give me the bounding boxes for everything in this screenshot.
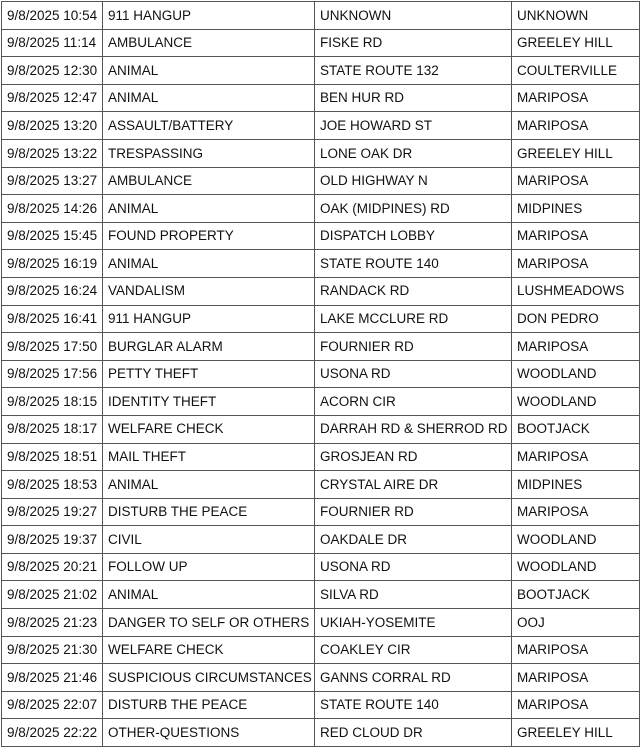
area-cell: MARIPOSA [512,443,640,471]
area-cell: MARIPOSA [512,112,640,140]
area-cell: MIDPINES [512,471,640,499]
call-type-cell: AMBULANCE [103,167,315,195]
datetime-cell: 9/8/2025 13:27 [2,167,103,195]
call-type-cell: BURGLAR ALARM [103,333,315,361]
table-row [2,195,640,223]
table-row [2,2,640,30]
area-cell: BOOTJACK [512,415,640,443]
location-cell: UKIAH-YOSEMITE [315,609,512,637]
call-type-cell: MAIL THEFT [103,443,315,471]
datetime-cell: 9/8/2025 18:15 [2,388,103,416]
call-type-cell: ANIMAL [103,581,315,609]
call-type-cell: 911 HANGUP [103,305,315,333]
area-cell: MARIPOSA [512,636,640,664]
table-row [2,719,640,747]
table-row [2,305,640,333]
table-row [2,250,640,278]
call-type-cell: ANIMAL [103,57,315,85]
call-log-body [2,2,640,747]
datetime-cell: 9/8/2025 18:53 [2,471,103,499]
table-row [2,360,640,388]
call-type-cell: ANIMAL [103,84,315,112]
table-row [2,526,640,554]
area-cell: MIDPINES [512,195,640,223]
location-cell: LAKE MCCLURE RD [315,305,512,333]
datetime-cell: 9/8/2025 21:23 [2,609,103,637]
call-type-cell: DISTURB THE PEACE [103,691,315,719]
datetime-cell: 9/8/2025 17:56 [2,360,103,388]
location-cell: JOE HOWARD ST [315,112,512,140]
datetime-cell: 9/8/2025 21:02 [2,581,103,609]
datetime-cell: 9/8/2025 22:22 [2,719,103,747]
call-type-cell: ASSAULT/BATTERY [103,112,315,140]
datetime-cell: 9/8/2025 16:41 [2,305,103,333]
location-cell: STATE ROUTE 140 [315,250,512,278]
table-row [2,691,640,719]
location-cell: OAKDALE DR [315,526,512,554]
table-row [2,636,640,664]
location-cell: FOURNIER RD [315,333,512,361]
table-row [2,112,640,140]
call-type-cell: SUSPICIOUS CIRCUMSTANCES [103,664,315,692]
location-cell: OLD HIGHWAY N [315,167,512,195]
datetime-cell: 9/8/2025 20:21 [2,553,103,581]
call-type-cell: CIVIL [103,526,315,554]
datetime-cell: 9/8/2025 13:20 [2,112,103,140]
area-cell: WOODLAND [512,360,640,388]
location-cell: USONA RD [315,360,512,388]
datetime-cell: 9/8/2025 22:07 [2,691,103,719]
call-type-cell: ANIMAL [103,471,315,499]
area-cell: MARIPOSA [512,691,640,719]
call-type-cell: FOLLOW UP [103,553,315,581]
table-row [2,57,640,85]
location-cell: DISPATCH LOBBY [315,222,512,250]
area-cell: MARIPOSA [512,222,640,250]
table-row [2,609,640,637]
area-cell: MARIPOSA [512,84,640,112]
datetime-cell: 9/8/2025 17:50 [2,333,103,361]
location-cell: UNKNOWN [315,2,512,30]
datetime-cell: 9/8/2025 21:30 [2,636,103,664]
call-type-cell: PETTY THEFT [103,360,315,388]
location-cell: STATE ROUTE 140 [315,691,512,719]
call-type-cell: FOUND PROPERTY [103,222,315,250]
table-row [2,29,640,57]
datetime-cell: 9/8/2025 12:47 [2,84,103,112]
table-row [2,222,640,250]
area-cell: MARIPOSA [512,498,640,526]
location-cell: OAK (MIDPINES) RD [315,195,512,223]
location-cell: SILVA RD [315,581,512,609]
call-type-cell: ANIMAL [103,195,315,223]
area-cell: WOODLAND [512,553,640,581]
area-cell: WOODLAND [512,526,640,554]
location-cell: GROSJEAN RD [315,443,512,471]
datetime-cell: 9/8/2025 18:51 [2,443,103,471]
datetime-cell: 9/8/2025 15:45 [2,222,103,250]
location-cell: COAKLEY CIR [315,636,512,664]
table-row [2,498,640,526]
location-cell: FISKE RD [315,29,512,57]
area-cell: MARIPOSA [512,333,640,361]
datetime-cell: 9/8/2025 11:14 [2,29,103,57]
area-cell: MARIPOSA [512,250,640,278]
table-row [2,664,640,692]
datetime-cell: 9/8/2025 12:30 [2,57,103,85]
location-cell: USONA RD [315,553,512,581]
datetime-cell: 9/8/2025 14:26 [2,195,103,223]
area-cell: GREELEY HILL [512,29,640,57]
datetime-cell: 9/8/2025 19:27 [2,498,103,526]
location-cell: FOURNIER RD [315,498,512,526]
area-cell: UNKNOWN [512,2,640,30]
datetime-cell: 9/8/2025 21:46 [2,664,103,692]
table-row [2,167,640,195]
table-row [2,443,640,471]
location-cell: RED CLOUD DR [315,719,512,747]
call-type-cell: 911 HANGUP [103,2,315,30]
call-type-cell: TRESPASSING [103,139,315,167]
datetime-cell: 9/8/2025 16:24 [2,277,103,305]
area-cell: MARIPOSA [512,664,640,692]
table-row [2,277,640,305]
area-cell: COULTERVILLE [512,57,640,85]
location-cell: CRYSTAL AIRE DR [315,471,512,499]
table-row [2,471,640,499]
table-row [2,415,640,443]
area-cell: OOJ [512,609,640,637]
call-type-cell: DISTURB THE PEACE [103,498,315,526]
call-type-cell: WELFARE CHECK [103,636,315,664]
datetime-cell: 9/8/2025 16:19 [2,250,103,278]
datetime-cell: 9/8/2025 10:54 [2,2,103,30]
location-cell: DARRAH RD & SHERROD RD [315,415,512,443]
area-cell: GREELEY HILL [512,139,640,167]
location-cell: RANDACK RD [315,277,512,305]
area-cell: DON PEDRO [512,305,640,333]
call-log-table [1,1,640,747]
datetime-cell: 9/8/2025 19:37 [2,526,103,554]
location-cell: LONE OAK DR [315,139,512,167]
table-row [2,553,640,581]
datetime-cell: 9/8/2025 18:17 [2,415,103,443]
location-cell: STATE ROUTE 132 [315,57,512,85]
area-cell: WOODLAND [512,388,640,416]
table-row [2,84,640,112]
table-row [2,333,640,361]
area-cell: MARIPOSA [512,167,640,195]
datetime-cell: 9/8/2025 13:22 [2,139,103,167]
location-cell: GANNS CORRAL RD [315,664,512,692]
table-row [2,139,640,167]
location-cell: BEN HUR RD [315,84,512,112]
call-type-cell: OTHER-QUESTIONS [103,719,315,747]
area-cell: GREELEY HILL [512,719,640,747]
location-cell: ACORN CIR [315,388,512,416]
call-type-cell: DANGER TO SELF OR OTHERS [103,609,315,637]
table-row [2,388,640,416]
call-type-cell: AMBULANCE [103,29,315,57]
call-type-cell: WELFARE CHECK [103,415,315,443]
call-type-cell: IDENTITY THEFT [103,388,315,416]
call-type-cell: VANDALISM [103,277,315,305]
area-cell: LUSHMEADOWS [512,277,640,305]
area-cell: BOOTJACK [512,581,640,609]
call-type-cell: ANIMAL [103,250,315,278]
table-row [2,581,640,609]
